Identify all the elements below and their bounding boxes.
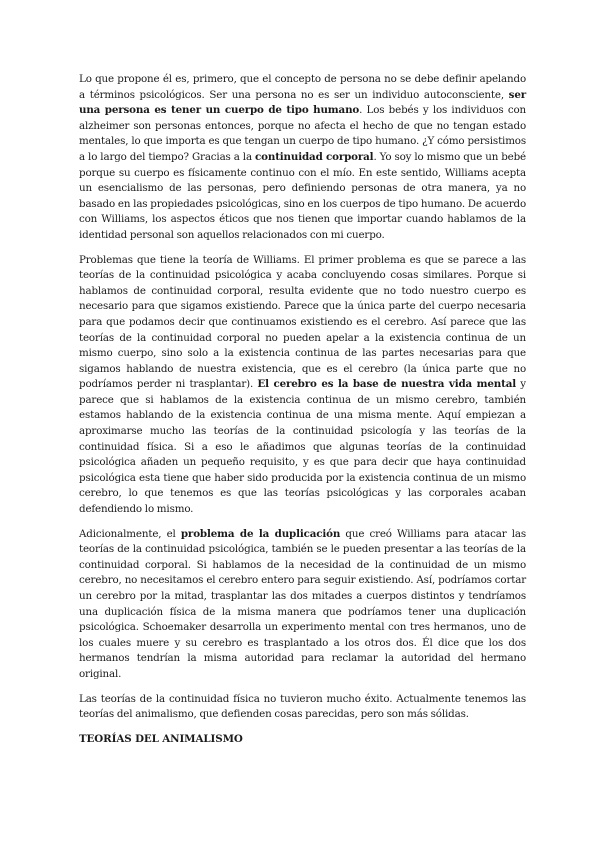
paragraph-3-bold-duplicacion: problema de la duplicación [180,527,341,540]
document-page [79,72,526,747]
paragraph-4 [79,692,526,723]
paragraph-1-text: . Los bebés y los individuos con alzheimer son personas entonces, porque no afecta el hecho de que no tengan estado mentales, lo que importa es que tengan un cuerpo de tipo humano. ¿Y cómo persistimos a lo largo del tiempo? Gracias a la [79,104,526,163]
paragraph-3-text: Adicionalmente, el [79,527,181,540]
paragraph-1-bold-continuidad-corporal: continuidad corporal [255,150,374,163]
paragraph-2-text: y parece que si hablamos de la existencia continua de un mismo cerebro, también estamos hablando de la existencia continua de una misma mente. Aquí empiezan a aproximarse mucho las teorías de la continuidad psicología y las teorías de la continuidad física. Si a eso le añadimos que algunas teorías de la continuidad psicológica añaden un pequeño requisito, y es que para decir que haya continuidad psicológica esta tiene que haber sido producida por la existencia continua de un mismo cerebro, lo que tenemos es que las teorías psicológicas y las corporales acaban defendiendo lo mismo. [79,378,526,516]
paragraph-2-bold-cerebro-base: El cerebro es la base de nuestra vida mental [257,378,517,391]
paragraph-3 [79,527,526,683]
paragraph-2-text: Problemas que tiene la teoría de Williams. El primer problema es que se parece a las teorías de la continuidad psicológica y acaba concluyendo cosas similares. Porque si hablamos de continuidad corporal, resulta evidente que no todo nuestro cuerpo es necesario para que sigamos existiendo. Parece que la única parte del cuerpo necesaria para que podamos decir que continuamos existiendo es el cerebro. Así parece que las teorías de la continuidad corporal no pueden apelar a la existencia continua de un mismo cuerpo, sino solo a la existencia continua de las partes necesarias para que sigamos hablando de nuestra existencia, que es el cerebro (la única parte que no podríamos perder ni trasplantar). [79,253,526,391]
section-heading: TEORÍAS DEL ANIMALISMO [79,732,243,745]
paragraph-4-text: Las teorías de la continuidad física no tuvieron mucho éxito. Actualmente tenemos las teorías del animalismo, que defienden cosas parecidas, pero son más sólidas. [79,692,526,721]
paragraph-2 [79,253,526,518]
paragraph-3-text: que creó Williams para atacar las teorías de la continuidad psicológica, también se le pueden presentar a las teorías de la continuidad corporal. Si hablamos de la necesidad de la continuidad de un mismo cerebro, no necesitamos el cerebro entero para seguir existiendo. Así, podríamos cortar un cerebro por la mitad, trasplantar las dos mitades a cuerpos distintos y tendríamos una duplicación física de la misma manera que podríamos tener una duplicación psicológica. Schoemaker desarrolla un experimento mental con tres hermanos, uno de los cuales muere y su cerebro es trasplantado a los otros dos. Él dice que los dos hermanos tendrían la misma autoridad para reclamar la autoridad del hermano original. [79,527,526,680]
paragraph-1-bold-persona-cuerpo: ser una persona es tener un cuerpo de tipo humano [79,88,526,117]
paragraph-1-text: Lo que propone él es, primero, que el concepto de persona no se debe definir apelando a términos psicológicos. Ser una persona no es ser un individuo autoconsciente, [79,73,526,101]
paragraph-1-text: . Yo soy lo mismo que un bebé porque su cuerpo es físicamente continuo con el mío. En este sentido, Williams acepta un esencialismo de las personas, pero definiendo personas de otra manera, ya no basado en las propiedades psicológicas, sino en los cuerpos de tipo humano. De acuerdo con Williams, los aspectos éticos que nos tienen que importar cuando hablamos de la identidad personal son aquellos relacionados con mi cuerpo. [79,150,527,241]
paragraph-1 [79,72,526,244]
